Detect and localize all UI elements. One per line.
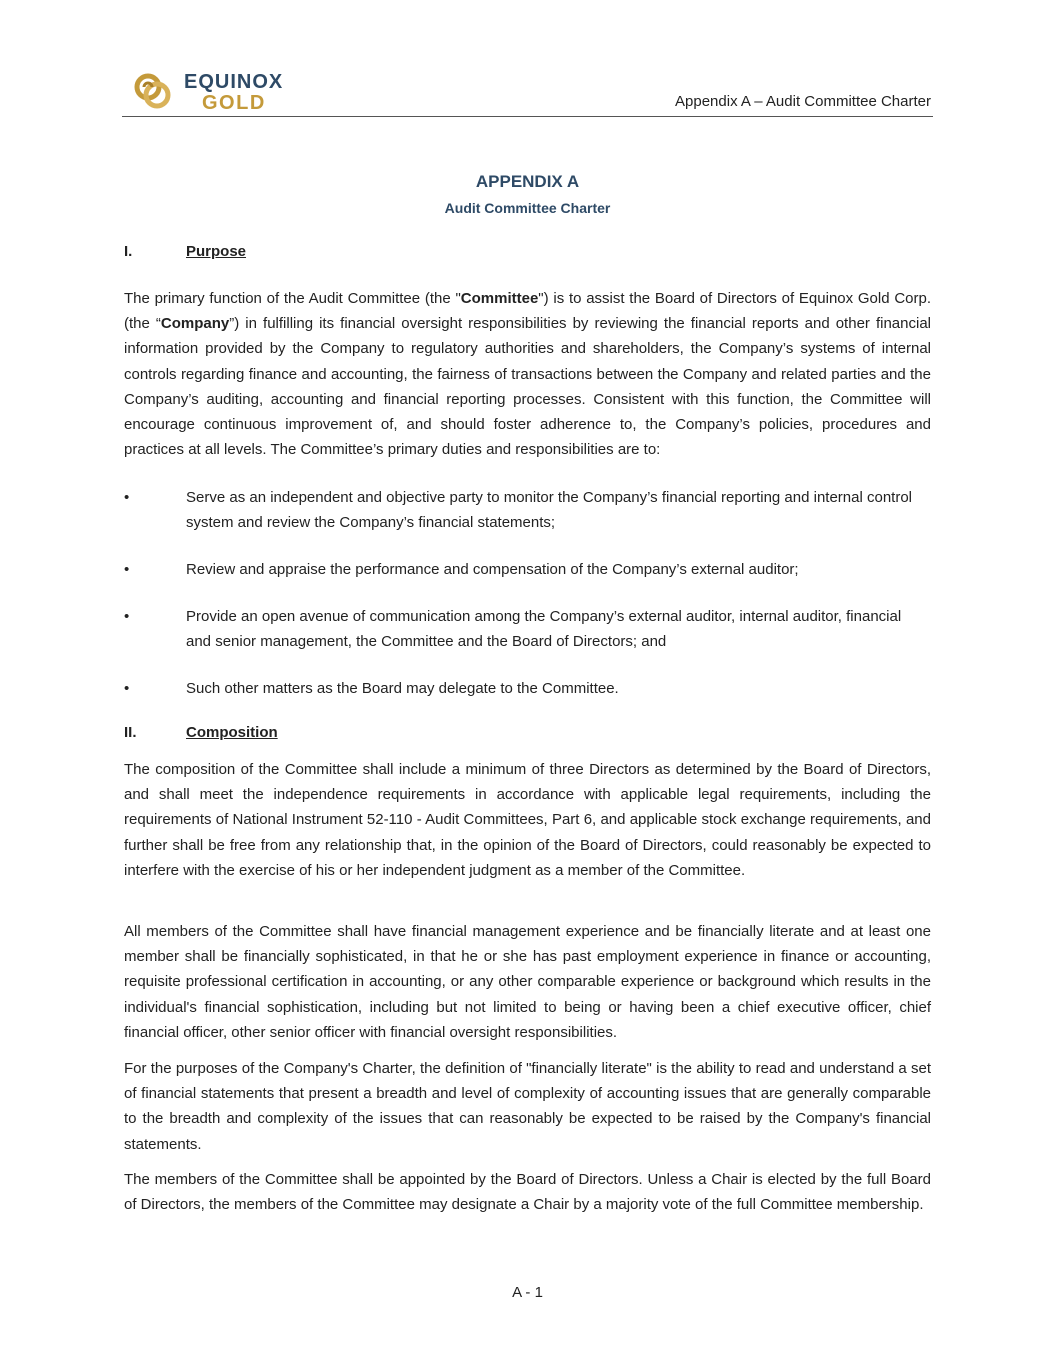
bullet-icon: •	[124, 561, 130, 578]
bullet-icon: •	[124, 680, 130, 697]
logo-rings-icon	[132, 70, 174, 112]
page-header	[122, 66, 933, 117]
composition-paragraph	[124, 757, 931, 883]
section-heading-purpose	[124, 243, 246, 260]
logo-word-gold: GOLD	[202, 92, 266, 114]
list-item	[124, 485, 931, 535]
appendix-subtitle: Audit Committee Charter	[444, 200, 611, 216]
section-number: II.	[124, 724, 137, 741]
bullet-icon: •	[124, 608, 130, 625]
text-run: ") is to assist the Board of Directors of Equinox Gold Corp. (the “	[124, 290, 931, 333]
text-run: The primary function of the Audit Committee (the "	[124, 290, 461, 307]
paragraph-text: The composition of the Committee shall include a minimum of three Directors as determined by the Board of Directors, and shall meet the independence requirements in accordance with applicable legal requirements, including the requirements of National Instrument 52-110 - Audit Committees, Part 6, and applicable stock exchange requirements, and further shall be free from any relationship that, in the opinion of the Board of Directors, could reasonably be expected to interfere with the exercise of his or her independent judgment as a member of the Committee.	[124, 761, 931, 879]
equinox-gold-logo	[132, 68, 302, 114]
composition-paragraph	[124, 1056, 931, 1157]
logo-word-equinox: EQUINOX	[184, 71, 284, 93]
list-item	[124, 676, 931, 701]
section-title: Purpose	[186, 243, 247, 260]
page-number: A - 1	[512, 1284, 543, 1301]
list-item	[124, 557, 931, 582]
section-number: I.	[124, 243, 133, 260]
composition-paragraph	[124, 919, 931, 1045]
section-title: Composition	[186, 724, 278, 741]
section-heading-composition	[124, 724, 278, 741]
composition-paragraph	[124, 1167, 931, 1217]
purpose-paragraph	[124, 286, 931, 462]
paragraph-text: All members of the Committee shall have financial management experience and be financially literate and at least one member shall be financially sophisticated, in that he or she has past employment experience in finance or accounting, requisite professional certification in accounting, or any other comparable experience or background which results in the individual's financial sophistication, including but not limited to being or having been a chief executive officer, chief financial officer, other senior officer with financial oversight responsibilities.	[124, 923, 931, 1041]
defined-term-company: Company	[160, 315, 230, 333]
running-header-title: Appendix A – Audit Committee Charter	[675, 93, 931, 110]
list-item-text: Serve as an independent and objective party to monitor the Company’s financial reporting and internal control system and review the Company’s financial statements;	[186, 489, 912, 532]
paragraph-text: For the purposes of the Company's Charter, the definition of "financially literate" is the ability to read and understand a set of financial statements that present a breadth and level of complexity of accounting issues that are generally comparable to the breadth and complexity of the issues that can reasonably be expected to be raised by the Company's financial statements.	[124, 1060, 931, 1153]
defined-term-committee: Committee	[460, 290, 539, 307]
list-item	[124, 604, 931, 654]
list-item-text: Provide an open avenue of communication among the Company’s external auditor, internal auditor, financial and senior management, the Committee and the Board of Directors; and	[186, 608, 902, 651]
text-run: ”) in fulfilling its financial oversight responsibilities by reviewing the financial reports and other financial information provided by the Company to regulatory authorities and shareholders, the Company’s systems of internal controls regarding finance and accounting, the fairness of transactions between the Company and related parties and the Company’s auditing, accounting and financial reporting processes. Consistent with this function, the Committee will encourage continuous improvement of, and should foster adherence to, the Company’s policies, procedures and practices at all levels. The Committee’s primary duties and responsibilities are to:	[124, 315, 931, 459]
bullet-icon: •	[124, 489, 130, 506]
appendix-title: APPENDIX A	[475, 172, 580, 191]
list-item-text: Such other matters as the Board may delegate to the Committee.	[186, 680, 619, 697]
paragraph-text: The members of the Committee shall be appointed by the Board of Directors. Unless a Chair is elected by the full Board of Directors, the members of the Committee may designate a Chair by a majority vote of the full Committee membership.	[124, 1171, 931, 1214]
list-item-text: Review and appraise the performance and compensation of the Company’s external auditor;	[186, 561, 799, 578]
